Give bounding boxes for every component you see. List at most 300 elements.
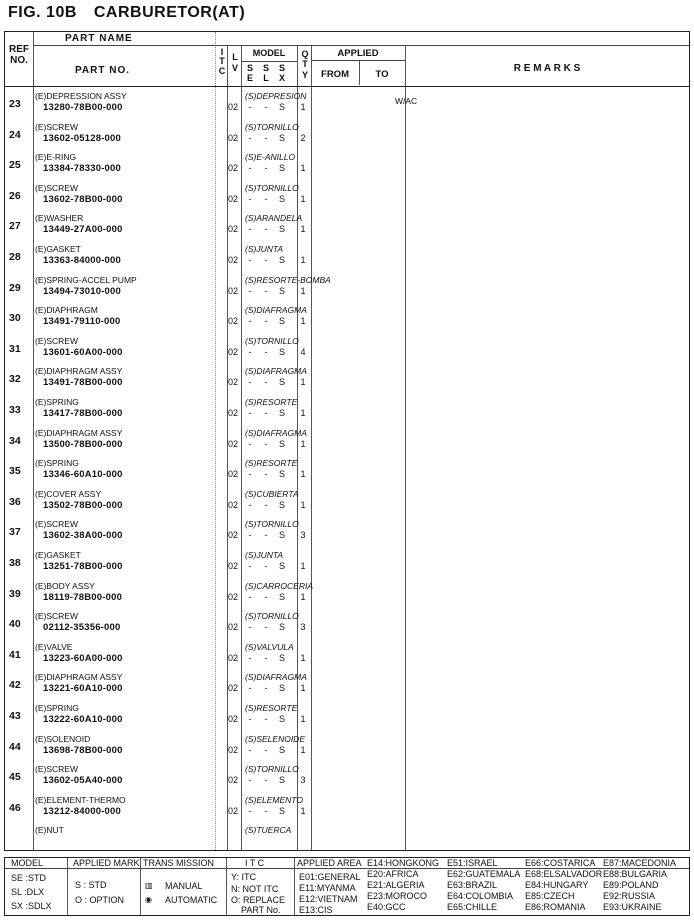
legend-area-item: E88:BULGARIA: [603, 869, 668, 879]
part-name: (E)SPRING-ACCEL PUMP: [35, 274, 137, 285]
quantity: 1: [300, 408, 306, 418]
part-number: 18119-78B00-000: [43, 591, 123, 603]
ref-number: 27: [9, 220, 21, 233]
ref-number: 23: [9, 98, 21, 110]
legend-area-item: E21:ALGERIA: [367, 880, 425, 890]
model-sx-mark: S: [278, 683, 285, 694]
part-name: (E)SCREW: [35, 182, 78, 193]
model-se-mark: -: [248, 408, 252, 418]
table-row: [5, 182, 689, 213]
spanish-name: (S)VALVULA: [245, 641, 294, 652]
part-name: (E)SCREW: [35, 121, 78, 132]
level-value: 02: [228, 438, 239, 449]
level-value: 02: [228, 285, 239, 296]
legend-divider: [226, 858, 227, 915]
legend-area-item: E68:ELSALVADOR: [525, 869, 603, 879]
spanish-name: (S)CARROCERIA: [245, 580, 314, 591]
header-rule: [241, 61, 297, 62]
ref-number: 34: [9, 434, 21, 447]
model-sx-mark: S: [278, 316, 285, 327]
spanish-name: (S)JUNTA: [245, 244, 284, 254]
table-row: [5, 641, 689, 672]
level-value: 02: [228, 775, 239, 786]
level-value: 02: [228, 408, 239, 418]
quantity: 1: [300, 438, 306, 449]
model-sl-mark: -: [264, 438, 268, 449]
legend-divider: [67, 858, 68, 915]
part-number: 13221-60A10-000: [43, 683, 123, 695]
level-value: 02: [228, 714, 239, 724]
table-row: [5, 335, 689, 366]
table-row: [5, 733, 689, 764]
ref-number: 30: [9, 312, 21, 325]
table-row: [5, 488, 689, 519]
model-se-mark: -: [248, 469, 252, 480]
part-name: (E)DIAPHRAGM ASSY: [35, 366, 123, 377]
model-se-mark: -: [248, 102, 252, 112]
quantity: 1: [300, 683, 306, 694]
model-sl-mark: -: [264, 316, 268, 327]
ref-number: 33: [9, 404, 21, 416]
table-row: [5, 121, 689, 152]
model-sl-mark: -: [264, 285, 268, 296]
legend-area-item: E87:MACEDONIA: [603, 858, 677, 868]
level-value: 02: [228, 224, 239, 235]
model-sx-mark: S: [278, 193, 285, 204]
legend-model-se: SE :STD: [11, 873, 47, 883]
part-number: 13602-05A40-000: [43, 775, 123, 787]
level-value: 02: [228, 683, 239, 694]
model-se-mark: -: [248, 530, 252, 541]
quantity: 1: [300, 285, 306, 296]
legend-itc-y: Y: ITC: [231, 872, 257, 882]
ref-number: 28: [9, 251, 21, 263]
ref-number: 44: [9, 740, 21, 753]
model-sl-mark: -: [264, 561, 268, 571]
spanish-name: (S)TORNILLO: [245, 182, 299, 193]
quantity: 1: [300, 652, 306, 663]
legend-area-item: E92:RUSSIA: [603, 891, 656, 901]
model-sx-mark: S: [278, 377, 285, 388]
model-sl-mark: -: [264, 652, 268, 663]
spanish-name: (S)ELEMENTO: [245, 794, 303, 805]
model-se-mark: -: [248, 744, 252, 755]
model-se-mark: -: [248, 499, 252, 510]
quantity: 1: [300, 714, 306, 724]
part-name: (E)DIAPHRAGM: [35, 305, 98, 316]
model-se-header: S E: [246, 63, 253, 84]
part-name: (E)E-RING: [35, 152, 77, 163]
quantity: 1: [300, 163, 306, 174]
part-number: 13601-60A00-000: [43, 346, 123, 358]
part-name: (E)SOLENOID: [35, 733, 91, 744]
model-sx-mark: S: [278, 224, 285, 235]
part-name: (E)SCREW: [35, 519, 78, 530]
page-title: [8, 4, 245, 22]
qty-header: Q T Y: [301, 49, 309, 80]
part-number: 13502-78B00-000: [43, 499, 123, 511]
table-row: [5, 794, 689, 825]
model-sl-mark: -: [264, 224, 268, 235]
legend-itc-part: PART No.: [241, 905, 281, 915]
table-row: [5, 365, 689, 396]
model-sl-header: S L: [262, 63, 269, 84]
part-number: 13212-84000-000: [43, 805, 122, 817]
part-number: 13363-84000-000: [43, 255, 122, 266]
model-sx-mark: S: [278, 561, 285, 571]
legend-area-item: E20:AFRICA: [367, 869, 419, 879]
legend-divider: [140, 858, 141, 915]
model-se-mark: -: [248, 714, 252, 724]
ref-number: 32: [9, 373, 21, 386]
model-sl-mark: -: [264, 255, 268, 265]
model-sl-mark: -: [264, 102, 268, 112]
level-value: 02: [228, 805, 239, 816]
model-sx-mark: S: [278, 744, 285, 755]
legend-area-item: E40:GCC: [367, 902, 406, 912]
legend-area-item: E84:HUNGARY: [525, 880, 589, 890]
level-value: 02: [228, 622, 239, 633]
spanish-name: (S)RESORTE: [245, 703, 298, 713]
table-row: [5, 212, 689, 243]
part-number: 13494-73010-000: [43, 285, 122, 297]
table-row: [5, 243, 689, 274]
part-name: (E)BODY ASSY: [35, 580, 95, 591]
part-name: (E)SCREW: [35, 764, 78, 775]
level-value: 02: [228, 377, 239, 388]
quantity: 1: [300, 805, 306, 816]
quantity: 1: [300, 316, 306, 327]
table-row: [5, 457, 689, 488]
part-name: (E)GASKET: [35, 550, 81, 560]
table-row: [5, 151, 689, 182]
part-name: (E)SPRING: [35, 397, 79, 407]
part-number: 13417-78B00-000: [43, 408, 123, 419]
spanish-name: (S)TORNILLO: [245, 335, 299, 346]
quantity: 1: [300, 102, 306, 112]
model-sx-mark: S: [278, 530, 285, 541]
quantity: 1: [300, 499, 306, 510]
model-sl-mark: -: [264, 530, 268, 541]
automatic-icon: ◉: [145, 895, 152, 904]
model-se-mark: -: [248, 377, 252, 388]
quantity: 1: [300, 193, 306, 204]
model-sl-mark: -: [264, 622, 268, 633]
model-sl-mark: -: [264, 163, 268, 174]
part-number: 13280-78B00-000: [43, 102, 123, 113]
legend-area-item: E01:GENERAL: [299, 872, 361, 882]
figure-number: FIG. 10B: [8, 4, 77, 21]
legend-mark-option: O : OPTION: [75, 895, 125, 905]
part-number: 02112-35356-000: [43, 622, 121, 634]
spanish-name: (S)ARANDELA: [245, 213, 303, 224]
level-value: 02: [228, 193, 239, 204]
model-sl-mark: -: [264, 193, 268, 204]
spanish-name: (S)SELENOIDE: [245, 733, 305, 744]
model-se-mark: -: [248, 683, 252, 694]
part-number: 13698-78B00-000: [43, 744, 123, 756]
part-name: (E)ELEMENT-THERMO: [35, 794, 126, 805]
quantity: 3: [300, 622, 306, 633]
level-value: 02: [228, 530, 239, 541]
model-sl-mark: -: [264, 346, 268, 357]
quantity: 1: [300, 561, 306, 571]
legend-area-item: E64:COLOMBIA: [447, 891, 514, 901]
model-sx-mark: S: [278, 622, 285, 633]
level-value: 02: [228, 744, 239, 755]
spanish-name: (S)DIAFRAGMA: [245, 672, 307, 683]
part-name: (E)DEPRESSION ASSY: [35, 91, 127, 101]
legend-model-header: MODEL: [11, 858, 44, 868]
spanish-name: (S)RESORTE-BOMBA: [245, 274, 331, 285]
legend-area-item: E85:CZECH: [525, 891, 575, 901]
ref-number: 26: [9, 189, 21, 202]
model-sx-mark: S: [278, 714, 285, 724]
model-sx-mark: S: [278, 255, 285, 265]
ref-no-header: REF NO.: [9, 44, 29, 66]
legend-applied-mark-header: APPLIED MARK: [73, 858, 140, 868]
model-header: MODEL: [252, 48, 286, 58]
ref-number: 39: [9, 587, 21, 600]
header-bottom-rule: [5, 86, 689, 87]
model-se-mark: -: [248, 622, 252, 633]
spanish-name: (S)RESORTE: [245, 458, 298, 469]
ref-number: 43: [9, 710, 21, 722]
model-sl-mark: -: [264, 591, 268, 602]
quantity: 1: [300, 469, 306, 480]
ref-number: 40: [9, 618, 21, 631]
legend-trans-automatic: AUTOMATIC: [165, 895, 218, 905]
model-se-mark: -: [248, 805, 252, 816]
manual-icon: ▥: [145, 881, 153, 890]
model-sl-mark: -: [264, 132, 268, 143]
model-sl-mark: -: [264, 683, 268, 694]
model-se-mark: -: [248, 316, 252, 327]
model-sx-mark: S: [278, 652, 285, 663]
part-name-header: PART NAME: [65, 33, 133, 44]
legend-area-item: E11:MYANMA: [299, 883, 356, 893]
table-row: [5, 549, 689, 580]
model-sx-mark: S: [278, 346, 285, 357]
legend-area-item: E89:POLAND: [603, 880, 659, 890]
model-se-mark: -: [248, 285, 252, 296]
level-value: 02: [228, 499, 239, 510]
part-no-header: PART NO.: [75, 65, 131, 76]
table-row: [5, 824, 689, 855]
legend-box: [4, 857, 690, 916]
legend-area-item: E62:GUATEMALA: [447, 869, 521, 879]
quantity: 1: [300, 377, 306, 388]
part-name: (E)GASKET: [35, 244, 81, 254]
part-number: 13500-78B00-000: [43, 438, 123, 450]
model-se-mark: -: [248, 652, 252, 663]
itc-header: I T C: [218, 47, 226, 76]
legend-divider: [294, 858, 295, 915]
model-se-mark: -: [248, 591, 252, 602]
part-name: (E)DIAPHRAGM ASSY: [35, 672, 123, 683]
legend-area-item: E63:BRAZIL: [447, 880, 498, 890]
part-number: 13602-05128-000: [43, 132, 122, 144]
remarks-cell: W/AC: [395, 96, 418, 106]
model-sl-mark: -: [264, 408, 268, 418]
spanish-name: (S)TORNILLO: [245, 611, 299, 622]
header-rule: [33, 45, 689, 46]
ref-number: 45: [9, 771, 21, 784]
model-se-mark: -: [248, 346, 252, 357]
legend-model-sl: SL :DLX: [11, 887, 45, 897]
part-number: 13346-60A10-000: [43, 469, 123, 481]
spanish-name: (S)RESORTE: [245, 397, 298, 407]
spanish-name: (S)CUBIERTA: [245, 488, 299, 499]
ref-number: 42: [9, 679, 21, 692]
model-se-mark: -: [248, 561, 252, 571]
model-sx-mark: S: [278, 163, 285, 174]
part-number: 13449-27A00-000: [43, 224, 123, 236]
model-sl-mark: -: [264, 714, 268, 724]
part-name: (E)WASHER: [35, 213, 84, 224]
ref-number: 46: [9, 801, 21, 814]
legend-area-item: E51:ISRAEL: [447, 858, 498, 868]
model-se-mark: -: [248, 438, 252, 449]
table-row: [5, 304, 689, 335]
remarks-header: R E M A R K S: [513, 63, 581, 74]
figure-title: CARBURETOR(AT): [93, 4, 246, 21]
legend-itc-n: N: NOT ITC: [231, 884, 279, 894]
legend-area-item: E93:UKRAINE: [603, 902, 662, 912]
model-se-mark: -: [248, 255, 252, 265]
table-row: [5, 396, 689, 427]
part-number: 13251-78B00-000: [43, 561, 123, 572]
quantity: 3: [300, 530, 306, 541]
model-sx-mark: S: [278, 499, 285, 510]
level-value: 02: [228, 469, 239, 480]
quantity: 1: [300, 255, 306, 265]
lv-header: L V: [231, 52, 238, 73]
model-sl-mark: -: [264, 744, 268, 755]
quantity: 1: [300, 224, 306, 235]
header-rule: [311, 60, 405, 61]
quantity: 4: [300, 346, 306, 357]
legend-area-item: E12:VIETNAM: [299, 894, 358, 904]
ref-number: 24: [9, 128, 21, 141]
legend-trans-manual: MANUAL: [165, 881, 203, 891]
model-sx-header: S X: [278, 63, 285, 84]
to-header: TO: [375, 69, 389, 80]
quantity: 1: [300, 744, 306, 755]
level-value: 02: [228, 163, 239, 174]
model-sl-mark: -: [264, 469, 268, 480]
model-sx-mark: S: [278, 438, 285, 449]
part-name: (E)SPRING: [35, 703, 79, 713]
table-row: [5, 580, 689, 611]
table-row: [5, 702, 689, 733]
level-value: 02: [228, 591, 239, 602]
legend-mark-std: S : STD: [75, 880, 107, 890]
legend-area-item: E66:COSTARICA: [525, 858, 596, 868]
model-se-mark: -: [248, 224, 252, 235]
legend-itc-o: O: REPLACE: [231, 895, 286, 905]
level-value: 02: [228, 316, 239, 327]
model-sx-mark: S: [278, 132, 285, 143]
model-se-mark: -: [248, 775, 252, 786]
ref-number: 36: [9, 495, 21, 508]
part-name: (E)SPRING: [35, 458, 79, 469]
model-sl-mark: -: [264, 499, 268, 510]
spanish-name: (S)DIAFRAGMA: [245, 305, 307, 316]
spanish-name: (S)TORNILLO: [245, 519, 299, 530]
spanish-name: (S)DIAFRAGMA: [245, 427, 307, 438]
level-value: 02: [228, 346, 239, 357]
part-name: (E)SCREW: [35, 335, 78, 346]
model-sx-mark: S: [278, 469, 285, 480]
quantity: 1: [300, 591, 306, 602]
part-name: (E)DIAPHRAGM ASSY: [35, 427, 123, 438]
ref-number: 31: [9, 342, 21, 355]
model-se-mark: -: [248, 132, 252, 143]
model-sx-mark: S: [278, 591, 285, 602]
model-sl-mark: -: [264, 377, 268, 388]
part-name: (E)COVER ASSY: [35, 488, 102, 499]
part-number: 13602-78B00-000: [43, 193, 123, 205]
ref-number: 38: [9, 557, 21, 569]
model-sl-mark: -: [264, 805, 268, 816]
model-sx-mark: S: [278, 285, 285, 296]
model-sx-mark: S: [278, 775, 285, 786]
table-row: [5, 763, 689, 794]
legend-itc-header: I T C: [245, 858, 265, 868]
legend-model-sx: SX :SDLX: [11, 901, 52, 911]
part-number: 13491-78B00-000: [43, 377, 123, 389]
ref-number: 35: [9, 465, 21, 478]
legend-trans-header: TRANS MISSION: [143, 858, 215, 868]
model-sx-mark: S: [278, 408, 285, 418]
spanish-name: (S)TORNILLO: [245, 121, 299, 132]
part-name: (E)SCREW: [35, 611, 78, 622]
ref-number: 29: [9, 281, 21, 294]
model-sx-mark: S: [278, 805, 285, 816]
applied-header: APPLIED: [337, 48, 379, 59]
legend-area-item: E65:CHILLE: [447, 902, 498, 912]
quantity: 3: [300, 775, 306, 786]
spanish-name: (S)DEPRESION: [245, 91, 307, 101]
model-se-mark: -: [248, 163, 252, 174]
table-row: [5, 518, 689, 549]
spanish-name: (S)DIAFRAGMA: [245, 366, 307, 377]
spanish-name: (S)JUNTA: [245, 550, 284, 560]
parts-table: [4, 31, 690, 851]
table-row: [5, 427, 689, 458]
table-row: [5, 274, 689, 305]
spanish-name: (S)E-ANILLO: [245, 152, 296, 163]
legend-area-item: E14:HONGKONG: [367, 858, 440, 868]
legend-area-item: E86:ROMANIA: [525, 902, 586, 912]
spanish-name: (S)TORNILLO: [245, 764, 299, 775]
level-value: 02: [228, 652, 239, 663]
table-row: [5, 90, 689, 121]
part-name: (E)VALVE: [35, 641, 73, 652]
part-number: 13223-60A00-000: [43, 652, 123, 664]
quantity: 2: [300, 132, 306, 143]
spanish-name: (S)TUERCA: [245, 825, 292, 836]
level-value: 02: [228, 102, 239, 112]
model-se-mark: -: [248, 193, 252, 204]
model-sl-mark: -: [264, 775, 268, 786]
level-value: 02: [228, 561, 239, 571]
part-number: 13384-78330-000: [43, 163, 122, 175]
legend-area-item: E13:CIS: [299, 905, 333, 915]
level-value: 02: [228, 255, 239, 265]
ref-number: 37: [9, 526, 21, 539]
